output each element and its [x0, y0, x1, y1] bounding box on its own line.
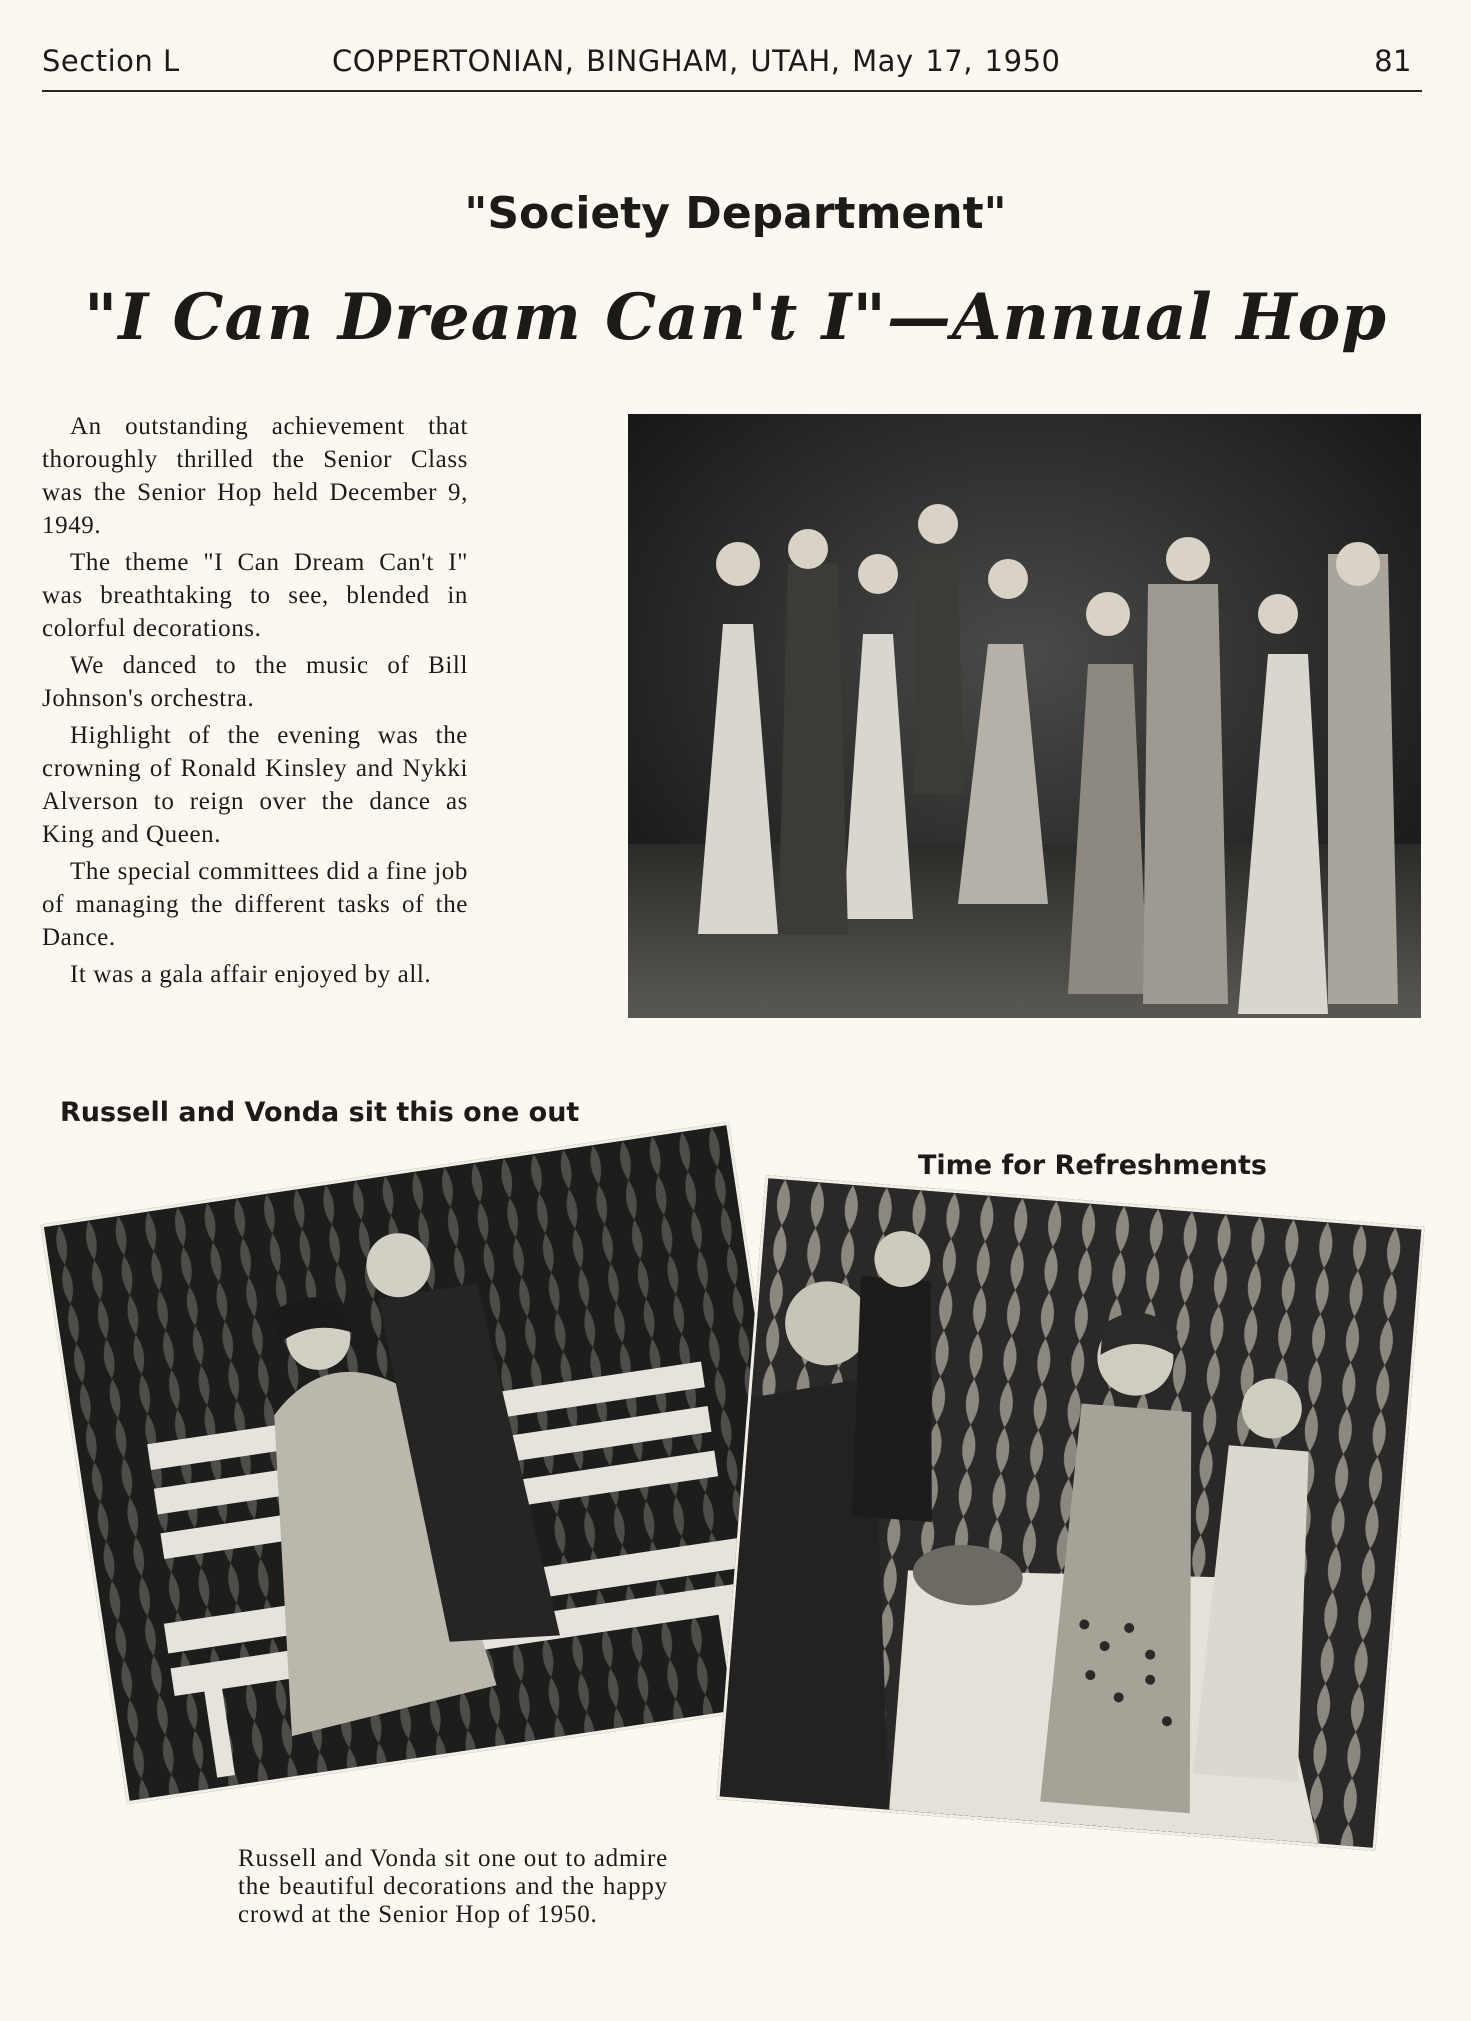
refreshments-photo — [716, 1175, 1424, 1851]
article-headline: "I Can Dream Can't I"—Annual Hop — [83, 280, 1388, 355]
bench-photo-caption: Russell and Vonda sit one out to admire the beautiful decorations and the happy crowd at the Senior Hop of 1950. — [238, 1845, 668, 1928]
newspaper-title: COPPERTONIAN, BINGHAM, UTAH, May 17, 1950 — [332, 44, 1061, 78]
photo-title-left: Russell and Vonda sit this one out — [60, 1097, 580, 1128]
bench-photo — [41, 1122, 816, 1804]
article-paragraph: The special committees did a fine job of managing the different tasks of the Dance. — [42, 858, 468, 951]
page-number: 81 — [1374, 44, 1412, 78]
article-paragraph: The theme "I Can Dream Can't I" was breathtaking to see, blended in colorful decorations. — [42, 549, 468, 642]
department-title: "Society Department" — [464, 188, 1007, 239]
article-paragraph: It was a gala affair enjoyed by all. — [70, 961, 432, 988]
section-label: Section L — [42, 44, 180, 78]
article-paragraph: An outstanding achievement that thoroughly thrilled the Senior Class was the Senior Hop held December 9, 1949. — [42, 413, 468, 539]
article-paragraph: We danced to the music of Bill Johnson's orchestra. — [42, 652, 468, 712]
article-paragraph: Highlight of the evening was the crowning of Ronald Kinsley and Nykki Alverson to reign over the dance as King and Queen. — [42, 722, 468, 848]
photo-title-right: Time for Refreshments — [918, 1150, 1267, 1181]
dance-floor-photo — [628, 414, 1421, 1018]
article-body — [42, 410, 468, 995]
page-header — [42, 40, 1422, 92]
